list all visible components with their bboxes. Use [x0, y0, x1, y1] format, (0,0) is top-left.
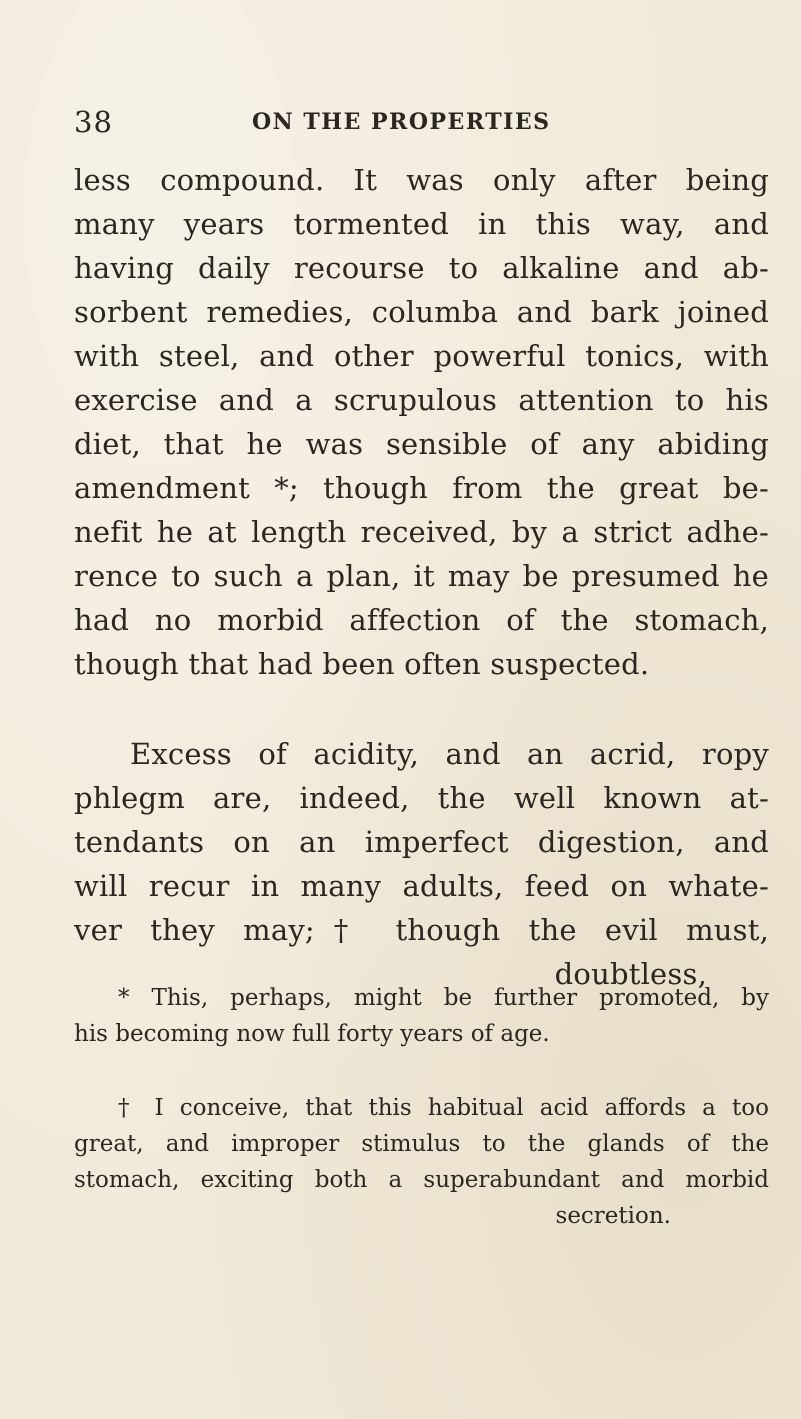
footnote-1	[74, 980, 769, 1052]
paragraph-spacer	[74, 686, 769, 732]
page-number: 38	[74, 105, 113, 139]
text-line: sorbent remedies, columba and bark joined	[74, 295, 769, 329]
text-line: Excess of acidity, and an acrid, ropy	[130, 737, 769, 771]
text-line: diet, that he was sensible of any abiding	[74, 427, 769, 461]
page-header	[74, 102, 764, 142]
footnote-spacer	[74, 1052, 769, 1090]
body-text	[74, 158, 769, 996]
footnote-line: great, and improper stimulus to the glands of the	[74, 1131, 769, 1157]
text-line: many years tormented in this way, and	[74, 207, 769, 241]
footnote-line: secretion.	[555, 1203, 671, 1229]
footnote-2	[74, 1090, 769, 1234]
footnotes	[74, 980, 769, 1234]
catchword: doubtless,	[554, 957, 707, 991]
footnote-line: stomach, exciting both a superabundant and morbid	[74, 1167, 769, 1193]
text-line: exercise and a scrupulous attention to his	[74, 383, 769, 417]
paragraph-2	[74, 732, 769, 996]
text-line: with steel, and other powerful tonics, with	[74, 339, 769, 373]
text-line: having daily recourse to alkaline and ab-	[74, 251, 769, 285]
footnote-line: * This, perhaps, might be further promoted, by	[118, 985, 769, 1011]
text-line: less compound. It was only after being	[74, 163, 769, 197]
text-line: tendants on an imperfect digestion, and	[74, 825, 769, 859]
text-line: amendment *; though from the great be-	[74, 471, 769, 505]
text-line: nefit he at length received, by a strict adhe-	[74, 515, 769, 549]
running-title: ON THE PROPERTIES	[252, 109, 551, 135]
text-line: will recur in many adults, feed on whate-	[74, 869, 769, 903]
paragraph-1	[74, 158, 769, 686]
text-line: had no morbid affection of the stomach,	[74, 603, 769, 637]
text-line: phlegm are, indeed, the well known at-	[74, 781, 769, 815]
footnote-line: † I conceive, that this habitual acid affords a too	[118, 1095, 769, 1121]
text-line: rence to such a plan, it may be presumed he	[74, 559, 769, 593]
text-line: ver they may;† though the evil must,	[74, 913, 769, 947]
text-line: though that had been often suspected.	[74, 647, 650, 681]
footnote-line: his becoming now full forty years of age.	[74, 1021, 550, 1047]
